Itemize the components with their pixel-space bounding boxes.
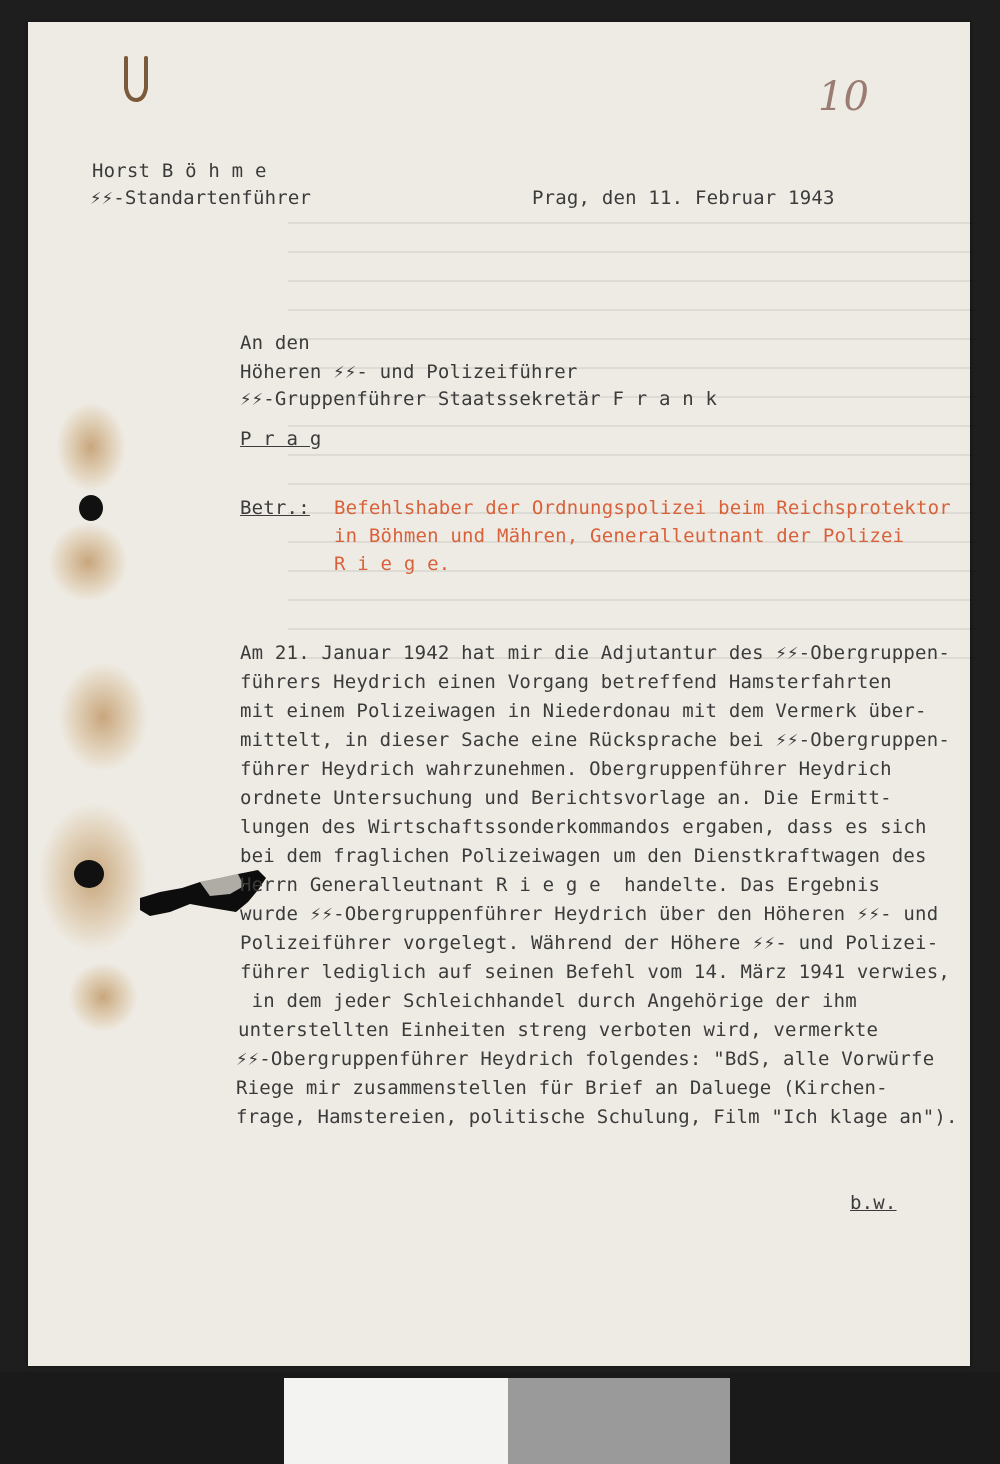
body-line: wurde ⚡⚡-Obergruppenführer Heydrich über den Höheren ⚡⚡- und <box>240 903 939 925</box>
letter-page <box>28 22 970 1366</box>
body-line: Am 21. Januar 1942 hat mir die Adjutantur des ⚡⚡-Obergruppen- <box>240 642 950 664</box>
subject-line: R i e g e. <box>334 553 451 575</box>
body-line: führer Heydrich wahrzunehmen. Obergruppenführer Heydrich <box>240 758 892 780</box>
body-line: Polizeiführer vorgelegt. Während der Höhere ⚡⚡- und Polizei- <box>240 932 939 954</box>
sender-rank: ⚡⚡-Standartenführer <box>90 187 312 209</box>
rust-stain <box>48 522 128 602</box>
body-line: Herrn Generalleutnant R i e g e handelte. Das Ergebnis <box>240 874 881 896</box>
burn-hole <box>74 860 104 888</box>
grey-reference-swatch <box>508 1378 730 1464</box>
punch-hole <box>79 495 103 521</box>
bleed-through-text <box>288 222 978 662</box>
body-line: mittelt, in dieser Sache eine Rücksprache bei ⚡⚡-Obergruppen- <box>240 729 950 751</box>
rust-stain <box>68 962 138 1032</box>
body-line: mit einem Polizeiwagen in Niederdonau mit dem Vermerk über- <box>240 700 927 722</box>
footer-note-turn-over: b.w. <box>850 1192 897 1214</box>
recipient-line-1: An den <box>240 332 310 354</box>
body-line: ⚡⚡-Obergruppenführer Heydrich folgendes: "BdS, alle Vorwürfe <box>236 1048 935 1070</box>
body-line: unterstellten Einheiten streng verboten wird, vermerkte <box>238 1019 879 1041</box>
subject-line: in Böhmen und Mähren, Generalleutnant der Polizei <box>334 525 905 547</box>
body-line: Riege mir zusammenstellen für Brief an Daluege (Kirchen- <box>236 1077 888 1099</box>
rust-stain <box>58 662 148 772</box>
white-reference-swatch <box>284 1378 508 1464</box>
subject-label: Betr.: <box>240 497 310 519</box>
date-line: Prag, den 11. Februar 1943 <box>532 187 835 209</box>
body-line: bei dem fraglichen Polizeiwagen um den Dienstkraftwagen des <box>240 845 927 867</box>
body-line: führer lediglich auf seinen Befehl vom 14. März 1941 verwies, <box>240 961 950 983</box>
recipient-line-3: ⚡⚡-Gruppenführer Staatssekretär F r a n k <box>240 388 718 410</box>
body-line: in dem jeder Schleichhandel durch Angehörige der ihm <box>240 990 857 1012</box>
rust-stain <box>56 402 126 492</box>
recipient-city: P r a g <box>240 428 322 450</box>
handwritten-u-mark <box>118 54 154 104</box>
page-number: 10 <box>818 74 869 120</box>
body-line: lungen des Wirtschaftssonderkommandos ergaben, dass es sich <box>240 816 927 838</box>
body-line: frage, Hamstereien, politische Schulung, Film "Ich klage an"). <box>236 1106 958 1128</box>
body-line: ordnete Untersuchung und Berichtsvorlage an. Die Ermitt- <box>240 787 892 809</box>
sender-name: Horst B ö h m e <box>92 160 267 182</box>
recipient-line-2: Höheren ⚡⚡- und Polizeiführer <box>240 361 578 383</box>
subject-line: Befehlshaber der Ordnungspolizei beim Reichsprotektor <box>334 497 951 519</box>
body-line: führers Heydrich einen Vorgang betreffend Hamsterfahrten <box>240 671 892 693</box>
